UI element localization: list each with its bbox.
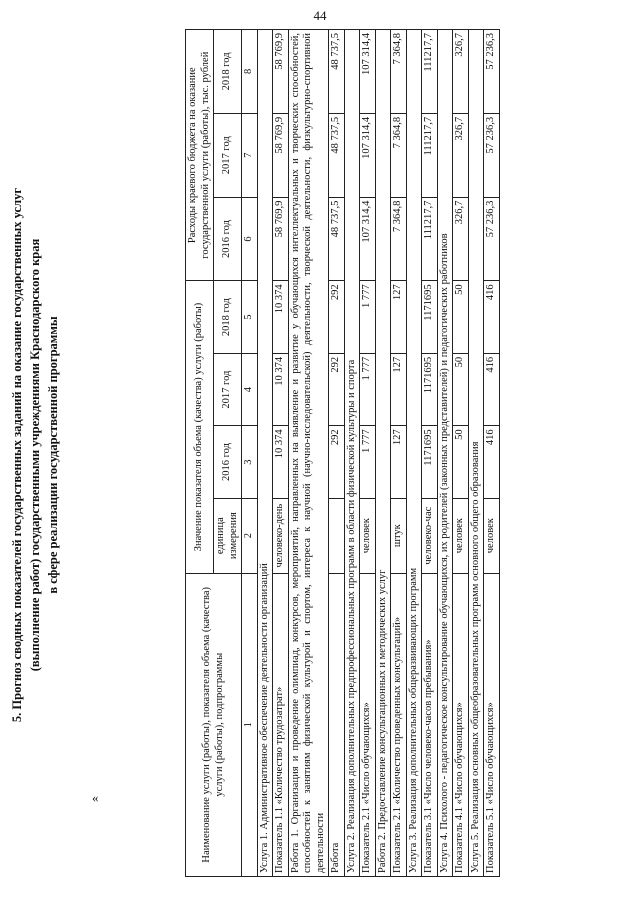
volume-2018-cell: 127 bbox=[391, 281, 407, 353]
indicator-name-cell: Показатель 3.1 «Число человеко-часов пребывания» bbox=[422, 573, 438, 876]
header-year: 2016 год bbox=[214, 426, 242, 498]
budget-2018-cell: 107 314,4 bbox=[360, 30, 376, 114]
budget-2016-cell: 58 769,9 bbox=[273, 197, 289, 281]
budget-2017-cell: 57 236,3 bbox=[484, 113, 500, 197]
header-year: 2018 год bbox=[214, 281, 242, 353]
header-year: 2017 год bbox=[214, 113, 242, 197]
volume-2016-cell: 127 bbox=[391, 426, 407, 498]
section-title: Услуга 1. Административное обеспечение деятельности организаций bbox=[257, 30, 273, 877]
header-unit: единица измерения bbox=[214, 498, 242, 573]
forecast-table bbox=[185, 29, 500, 877]
volume-2017-cell: 10 374 bbox=[273, 353, 289, 425]
header-year: 2017 год bbox=[214, 353, 242, 425]
column-number: 8 bbox=[242, 30, 258, 114]
section-title: Услуга 2. Реализация дополнительных предпрофессиональных программ в области физической культуры и спорта bbox=[344, 30, 360, 877]
table-row bbox=[391, 30, 407, 877]
table-row bbox=[360, 30, 376, 877]
budget-2017-cell: 326,7 bbox=[453, 113, 469, 197]
unit-cell: человеко-час bbox=[422, 498, 438, 573]
section-title: Услуга 4. Психолого - педагогическое консультирование обучающихся, их родителей (законных представителей) и педагогических работников bbox=[437, 30, 453, 877]
unit-cell: человек bbox=[360, 498, 376, 573]
section-row bbox=[437, 30, 453, 877]
budget-2018-cell: 58 769,9 bbox=[273, 30, 289, 114]
budget-2016-cell: 111217,7 bbox=[422, 197, 438, 281]
budget-2016-cell: 107 314,4 bbox=[360, 197, 376, 281]
volume-2018-cell: 10 374 bbox=[273, 281, 289, 353]
table-row bbox=[484, 30, 500, 877]
heading-line-2: (выполнение работ) государственными учреждениями Краснодарского края bbox=[28, 238, 42, 672]
volume-2016-cell: 1171695 bbox=[422, 426, 438, 498]
budget-2017-cell: 58 769,9 bbox=[273, 113, 289, 197]
volume-2017-cell: 50 bbox=[453, 353, 469, 425]
section-row bbox=[375, 30, 391, 877]
header-year: 2016 год bbox=[214, 197, 242, 281]
budget-2018-cell: 111217,7 bbox=[422, 30, 438, 114]
header-indicator-group: Значение показателя объема (качества) услуги (работы) bbox=[186, 281, 214, 573]
budget-2017-cell: 48 737,5 bbox=[329, 113, 345, 197]
column-number-row bbox=[242, 30, 258, 877]
column-number: 2 bbox=[242, 498, 258, 573]
header-name: Наименование услуги (работы), показателя объема (качества) услуги (работы), подпрограммы bbox=[186, 573, 242, 876]
section-row bbox=[288, 30, 329, 877]
indicator-name-cell: Работа bbox=[329, 573, 345, 876]
section-row bbox=[257, 30, 273, 877]
column-number: 7 bbox=[242, 113, 258, 197]
budget-2018-cell: 57 236,3 bbox=[484, 30, 500, 114]
volume-2018-cell: 1171695 bbox=[422, 281, 438, 353]
budget-2016-cell: 326,7 bbox=[453, 197, 469, 281]
volume-2018-cell: 416 bbox=[484, 281, 500, 353]
indicator-name-cell: Показатель 2.1 «Количество проведенных консультаций» bbox=[391, 573, 407, 876]
column-number: 1 bbox=[242, 573, 258, 876]
rotated-document-content bbox=[0, 5, 640, 905]
section-title: Услуга 3. Реализация дополнительных общеразвивающих программ bbox=[406, 30, 422, 877]
volume-2016-cell: 50 bbox=[453, 426, 469, 498]
section-row bbox=[406, 30, 422, 877]
indicator-name-cell: Показатель 2.1 «Число обучающихся» bbox=[360, 573, 376, 876]
opening-quote-mark: « bbox=[92, 790, 99, 805]
section-heading bbox=[8, 35, 62, 875]
section-row bbox=[344, 30, 360, 877]
column-number: 3 bbox=[242, 426, 258, 498]
volume-2018-cell: 1 777 bbox=[360, 281, 376, 353]
volume-2016-cell: 10 374 bbox=[273, 426, 289, 498]
budget-2016-cell: 57 236,3 bbox=[484, 197, 500, 281]
table-row bbox=[453, 30, 469, 877]
indicator-name-cell: Показатель 5.1 «Число обучающихся» bbox=[484, 573, 500, 876]
unit-cell: штук bbox=[391, 498, 407, 573]
budget-2016-cell: 7 364,8 bbox=[391, 197, 407, 281]
volume-2016-cell: 1 777 bbox=[360, 426, 376, 498]
budget-2017-cell: 7 364,8 bbox=[391, 113, 407, 197]
unit-cell bbox=[329, 498, 345, 573]
section-title: Работа 2. Предоставление консультационных и методических услуг bbox=[375, 30, 391, 877]
budget-2017-cell: 107 314,4 bbox=[360, 113, 376, 197]
budget-2018-cell: 7 364,8 bbox=[391, 30, 407, 114]
indicator-name-cell: Показатель 4.1 «Число обучающихся» bbox=[453, 573, 469, 876]
volume-2016-cell: 292 bbox=[329, 426, 345, 498]
budget-2018-cell: 326,7 bbox=[453, 30, 469, 114]
heading-line-1: 5. Прогноз сводных показателей государственных заданий на оказание государственных услуг bbox=[10, 187, 24, 723]
column-number: 6 bbox=[242, 197, 258, 281]
volume-2017-cell: 416 bbox=[484, 353, 500, 425]
volume-2018-cell: 292 bbox=[329, 281, 345, 353]
budget-2018-cell: 48 737,5 bbox=[329, 30, 345, 114]
table-row bbox=[273, 30, 289, 877]
column-number: 5 bbox=[242, 281, 258, 353]
budget-2016-cell: 48 737,5 bbox=[329, 197, 345, 281]
table-body bbox=[257, 30, 499, 877]
column-number: 4 bbox=[242, 353, 258, 425]
section-title: Услуга 5. Реализация основных общеобразовательных программ основного общего образования bbox=[468, 30, 484, 877]
indicator-name-cell: Показатель 1.1 «Количество трудозатрат» bbox=[273, 573, 289, 876]
budget-2017-cell: 111217,7 bbox=[422, 113, 438, 197]
section-row bbox=[468, 30, 484, 877]
table-row bbox=[329, 30, 345, 877]
volume-2017-cell: 127 bbox=[391, 353, 407, 425]
heading-line-3: в сфере реализации государственной программы bbox=[46, 316, 60, 594]
section-title: Работа 1. Организация и проведение олимпиад, конкурсов, мероприятий, направленных на выявление и развитие у обучающихся интеллектуальных и творческих способностей, способностей к занятиям физической культурой и спортом, интереса к научной (научно-исследовательской) деятельности, творческой деятельности, физкультурно-спортивной деятельности bbox=[288, 30, 329, 877]
volume-2018-cell: 50 bbox=[453, 281, 469, 353]
volume-2017-cell: 1 777 bbox=[360, 353, 376, 425]
volume-2016-cell: 416 bbox=[484, 426, 500, 498]
unit-cell: человек bbox=[453, 498, 469, 573]
volume-2017-cell: 292 bbox=[329, 353, 345, 425]
header-year: 2018 год bbox=[214, 30, 242, 114]
page-number: 44 bbox=[313, 8, 327, 23]
header-budget-group: Расходы краевого бюджета на оказание государственной услуги (работы), тыс. рублей bbox=[186, 30, 214, 281]
table-row bbox=[422, 30, 438, 877]
unit-cell: человек bbox=[484, 498, 500, 573]
volume-2017-cell: 1171695 bbox=[422, 353, 438, 425]
unit-cell: человеко-день bbox=[273, 498, 289, 573]
